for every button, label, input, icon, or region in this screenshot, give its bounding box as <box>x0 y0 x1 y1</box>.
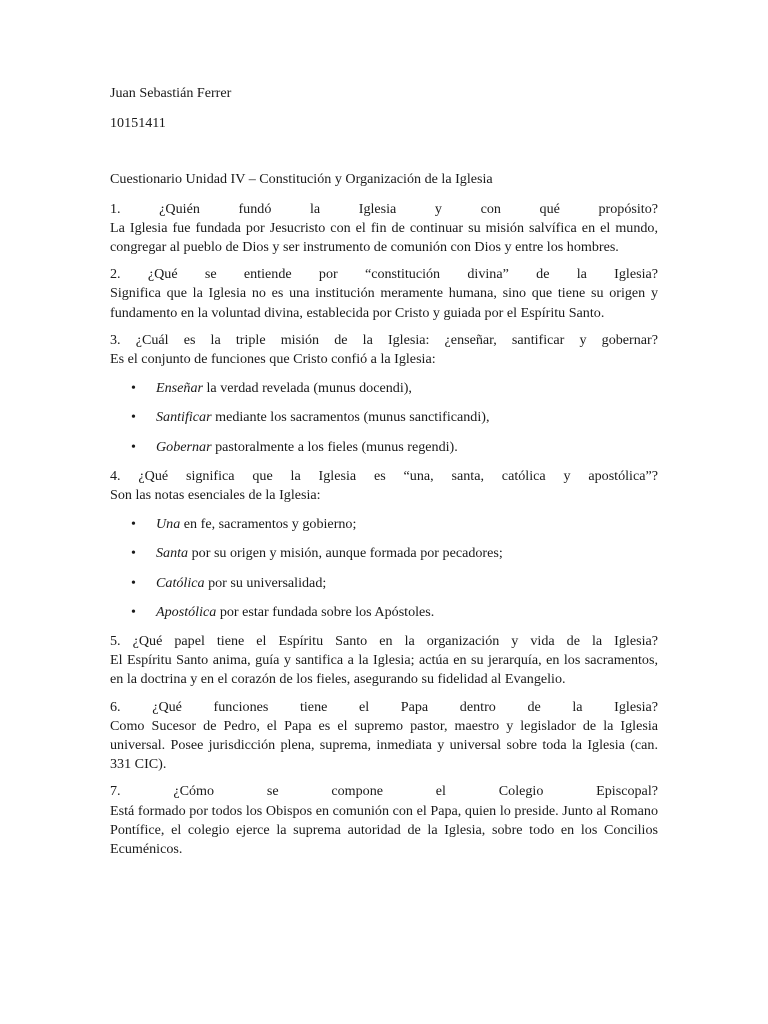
list-item <box>110 574 658 593</box>
list-item <box>110 603 658 622</box>
qa-item-7 <box>110 782 658 859</box>
list-item <box>110 408 658 427</box>
document-title: Cuestionario Unidad IV – Constitución y Organización de la Iglesia <box>110 171 493 188</box>
list-item <box>110 515 658 534</box>
student-id: 10151411 <box>110 115 166 132</box>
question-6: 6. ¿Qué funciones tiene el Papa dentro de la Iglesia? <box>110 698 658 715</box>
answer-4: Son las notas esenciales de la Iglesia: <box>110 487 321 504</box>
bullet-icon: • <box>131 380 136 397</box>
qa-item-3 <box>110 331 658 457</box>
list-item-term: Apostólica <box>156 603 217 620</box>
qa-item-5 <box>110 632 658 690</box>
notes-list <box>110 515 658 622</box>
answer-5: El Espíritu Santo anima, guía y santifica a la Iglesia; actúa en su jerarquía, en los sacramentos, en la doctrina y en el corazón de los fieles, asegurando su fidelidad al Evangelio. <box>110 652 658 688</box>
bullet-icon: • <box>131 545 136 562</box>
bullet-icon: • <box>131 438 136 455</box>
question-1: 1. ¿Quién fundó la Iglesia y con qué propósito? <box>110 200 658 217</box>
qa-item-6 <box>110 698 658 775</box>
bullet-icon: • <box>131 409 136 426</box>
list-item-term: Gobernar <box>156 438 212 455</box>
list-item <box>110 379 658 398</box>
question-5: 5. ¿Qué papel tiene el Espíritu Santo en la organización y vida de la Iglesia? <box>110 633 658 650</box>
document-page <box>110 84 658 867</box>
bullet-icon: • <box>131 516 136 533</box>
list-item-text: pastoralmente a los fieles (munus regendi). <box>211 438 458 455</box>
question-3: 3. ¿Cuál es la triple misión de la Iglesia: ¿enseñar, santificar y gobernar? <box>110 331 658 348</box>
answer-1: La Iglesia fue fundada por Jesucristo con el fin de continuar su misión salvífica en el mundo, congregar al pueblo de Dios y ser instrumento de comunión con Dios y entre los hombres. <box>110 219 658 256</box>
list-item <box>110 438 658 457</box>
answer-6: Como Sucesor de Pedro, el Papa es el supremo pastor, maestro y legislador de la Iglesia universal. Posee jurisdicción plena, suprema, inmediata y universal sobre toda la Iglesia (can. 331 CIC). <box>110 717 658 773</box>
list-item-text: por su universalidad; <box>204 574 327 591</box>
qa-item-1 <box>110 200 658 258</box>
qa-item-4 <box>110 467 658 622</box>
list-item <box>110 544 658 563</box>
list-item-term: Santificar <box>156 409 212 426</box>
list-item-term: Católica <box>156 574 205 591</box>
question-2: 2. ¿Qué se entiende por “constitución divina” de la Iglesia? <box>110 266 658 283</box>
question-7: 7. ¿Cómo se compone el Colegio Episcopal? <box>110 783 658 800</box>
list-item-term: Una <box>156 516 181 533</box>
bullet-icon: • <box>131 603 136 620</box>
answer-3: Es el conjunto de funciones que Cristo confió a la Iglesia: <box>110 351 436 368</box>
list-item-term: Santa <box>156 545 189 562</box>
bullet-icon: • <box>131 574 136 591</box>
answer-2: Significa que la Iglesia no es una institución meramente humana, sino que tiene su origen y fundamento en la voluntad divina, establecida por Cristo y guiada por el Espíritu Santo. <box>110 285 658 321</box>
list-item-text: mediante los sacramentos (munus sanctificandi), <box>211 409 490 426</box>
list-item-text: por su origen y misión, aunque formada por pecadores; <box>188 545 503 562</box>
list-item-text: por estar fundada sobre los Apóstoles. <box>216 603 435 620</box>
list-item-text: la verdad revelada (munus docendi), <box>202 380 412 397</box>
qa-item-2 <box>110 265 658 323</box>
list-item-text: en fe, sacramentos y gobierno; <box>180 516 357 533</box>
author-name: Juan Sebastián Ferrer <box>110 85 232 101</box>
answer-7: Está formado por todos los Obispos en comunión con el Papa, quien lo preside. Junto al Romano Pontífice, el colegio ejerce la suprema autoridad de la Iglesia, sobre todo en los Concilios Ecuménicos. <box>110 802 658 858</box>
question-4: 4. ¿Qué significa que la Iglesia es “una, santa, católica y apostólica”? <box>110 467 658 484</box>
list-item-term: Enseñar <box>156 380 203 397</box>
mission-list <box>110 379 658 457</box>
